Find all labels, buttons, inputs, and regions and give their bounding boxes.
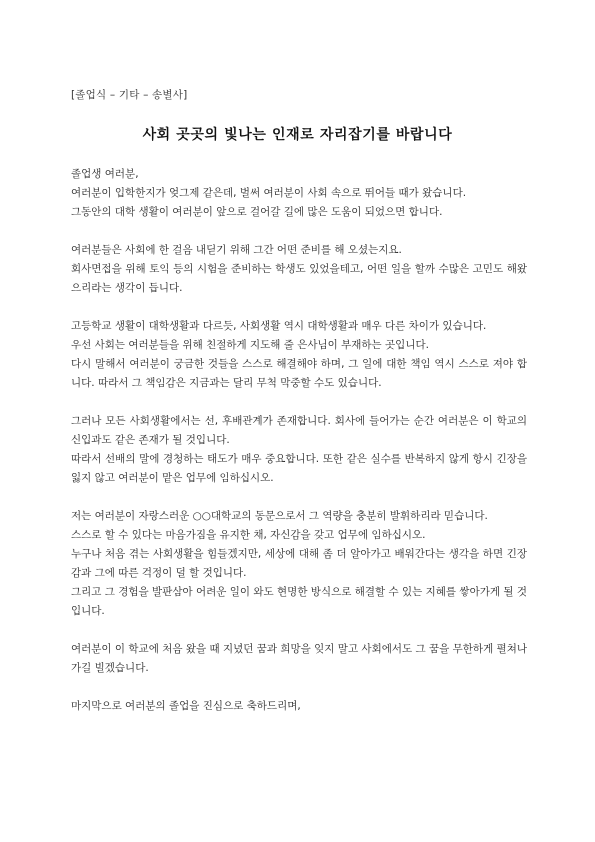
paragraph-society-difference bbox=[71, 317, 527, 393]
paragraph-greeting bbox=[71, 165, 527, 222]
text-line: 그러나 모든 사회생활에서는 선, 후배관계가 존재합니다. 회사에 들어가는 순간 여러분은 이 학교의 신입과도 같은 존재가 될 것입니다. bbox=[71, 415, 527, 446]
text-line: 우선 사회는 여러분들을 위해 친절하게 지도해 줄 은사님이 부재하는 곳입니다. bbox=[71, 339, 429, 351]
text-line: 스스로 할 수 있다는 마음가짐을 유지한 채, 자신감을 갖고 업무에 임하십시오. bbox=[71, 529, 426, 541]
text-line: 마지막으로 여러분의 졸업을 진심으로 축하드리며, bbox=[71, 700, 301, 712]
text-line: 고등학교 생활이 대학생활과 다르듯, 사회생활 역시 대학생활과 매우 다른 차이가 있습니다. bbox=[71, 320, 487, 332]
document-title: 사회 곳곳의 빛나는 인재로 자리잡기를 바랍니다 bbox=[142, 127, 453, 143]
text-line: 그동안의 대학 생활이 여러분이 앞으로 걸어갈 길에 많은 도움이 되었으면 합니다. bbox=[71, 206, 443, 218]
paragraph-dreams bbox=[71, 640, 527, 678]
text-line: 누구나 처음 겪는 사회생활을 힘들겠지만, 세상에 대해 좀 더 알아가고 배워간다는 생각을 하면 긴장감과 그에 따른 걱정이 덜 할 것입니다. bbox=[71, 548, 527, 579]
text-line: 그리고 그 경험을 발판삼아 어려운 일이 와도 현명한 방식으로 해결할 수 있는 지혜를 쌓아가게 될 것입니다. bbox=[71, 586, 527, 617]
paragraph-closing bbox=[71, 697, 527, 716]
text-line: 여러분이 입학한지가 엊그제 같은데, 벌써 여러분이 사회 속으로 뛰어들 때가 왔습니다. bbox=[71, 187, 467, 199]
paragraph-seniority bbox=[71, 412, 527, 488]
text-line: 따라서 선배의 말에 경청하는 태도가 매우 중요합니다. 또한 같은 실수를 반복하지 않게 항시 긴장을 잃지 않고 여러분이 맡은 업무에 임하십시오. bbox=[71, 453, 527, 484]
document-body bbox=[71, 165, 527, 735]
paragraph-preparation bbox=[71, 241, 527, 298]
text-line: 여러분이 이 학교에 처음 왔을 때 지녔던 꿈과 희망을 잊지 말고 사회에서도 그 꿈을 무한하게 펼쳐나가길 빌겠습니다. bbox=[71, 643, 527, 674]
document-category-label: [졸업식 – 기타 – 송별사] bbox=[71, 89, 188, 101]
text-line: 회사면접을 위해 토익 등의 시험을 준비하는 학생도 있었을테고, 어떤 일을 할까 수많은 고민도 해왔으리라는 생각이 듭니다. bbox=[71, 263, 527, 294]
text-line: 졸업생 여러분, bbox=[71, 168, 139, 180]
text-line: 여러분들은 사회에 한 걸음 내딛기 위해 그간 어떤 준비를 해 오셨는지요. bbox=[71, 244, 402, 256]
paragraph-confidence bbox=[71, 507, 527, 621]
text-line: 다시 말해서 여러분이 궁금한 것들을 스스로 해결해야 하며, 그 일에 대한 책임 역시 스스로 져야 합니다. 따라서 그 책임감은 지금과는 달리 무척 막중할 수도 있습니다. bbox=[71, 358, 527, 389]
text-line: 저는 여러분이 자랑스러운 ○○대학교의 동문으로서 그 역량을 충분히 발휘하리라 믿습니다. bbox=[71, 510, 488, 522]
